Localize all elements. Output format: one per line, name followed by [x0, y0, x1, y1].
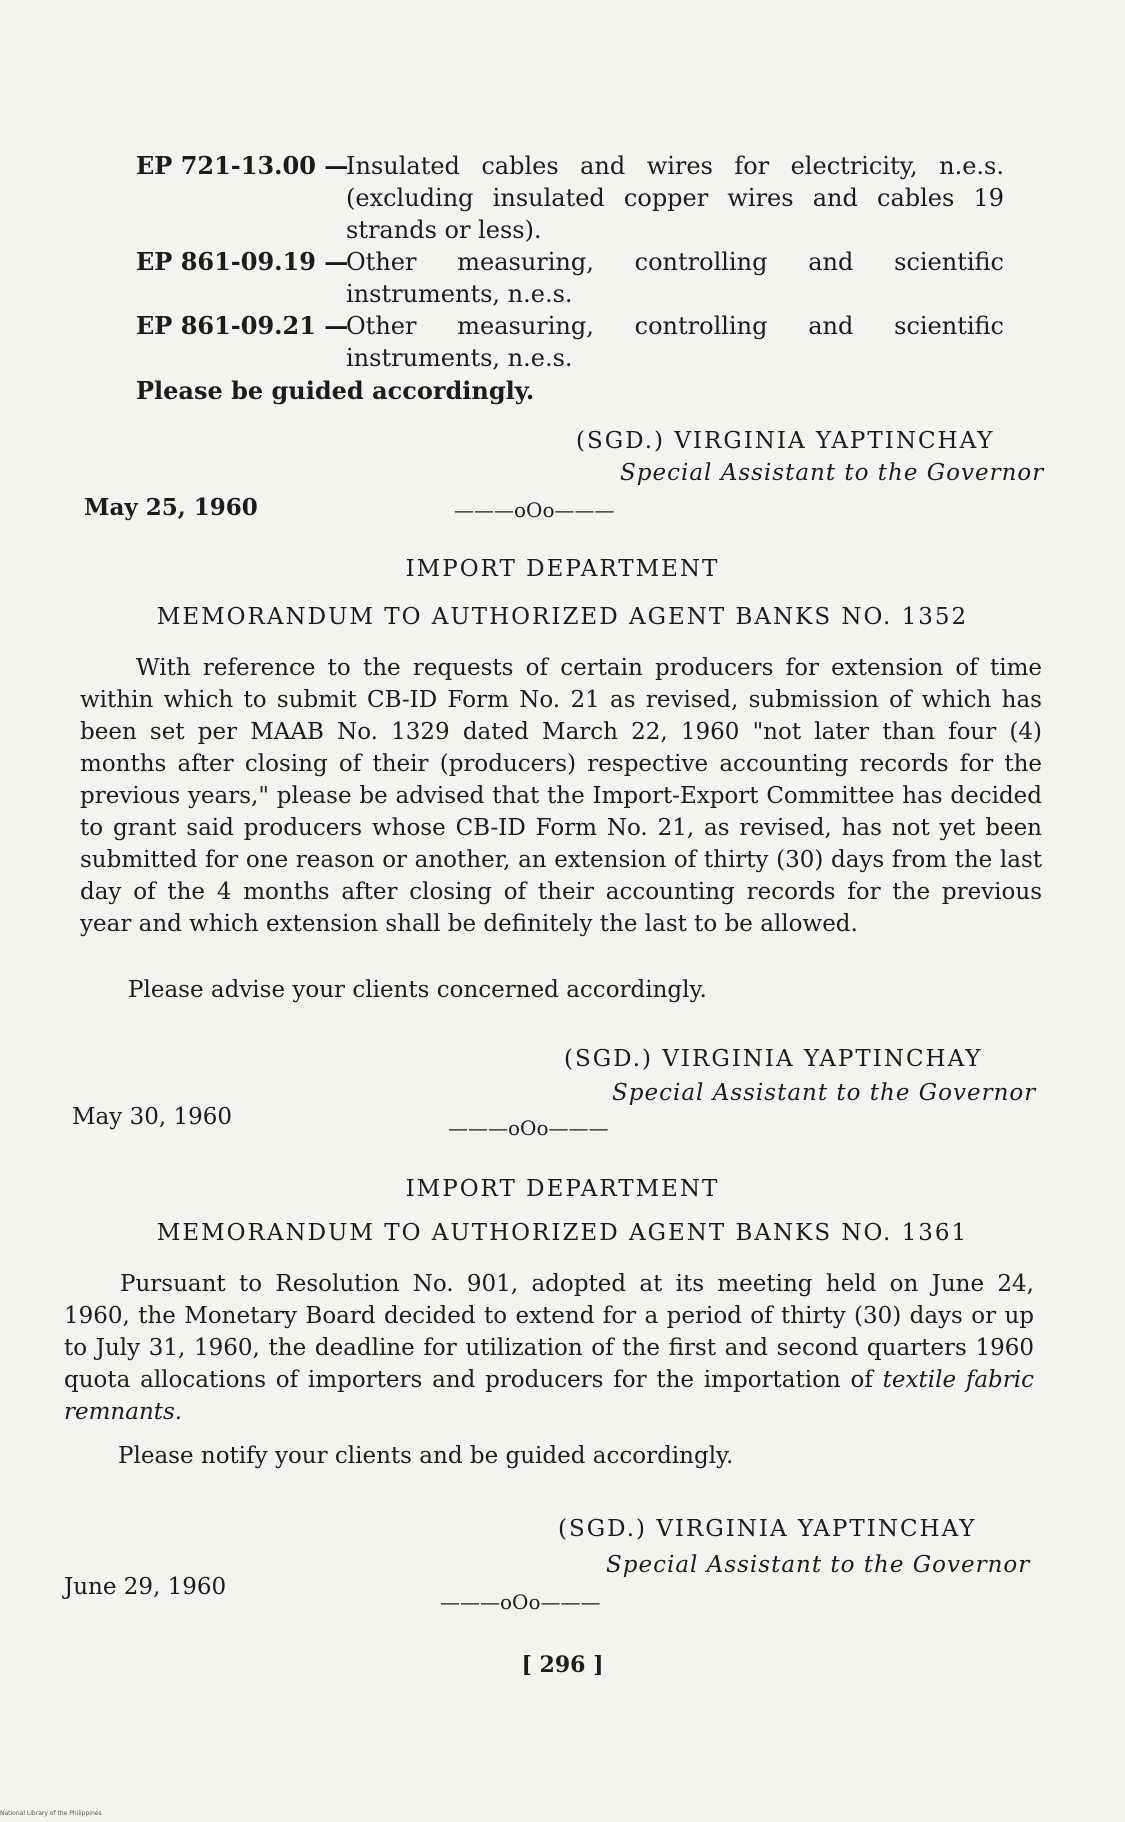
- department-heading: IMPORT DEPARTMENT: [405, 556, 720, 582]
- page-number: [ 296 ]: [521, 1652, 604, 1678]
- memo-closing: Please notify your clients and be guided accordingly.: [118, 1443, 734, 1469]
- memo-body-text: Pursuant to Resolution No. 901, adopted at its meeting held on June 24, 1960, the Monetary Board decided to extend for a period of thirty (30) days or up to July 31, 1960, the deadline for utilization of the first and second quarters 1960 quota allocations of importers and producers for the importation of: [64, 1271, 1034, 1393]
- item-code: EP 721-13.00 —: [136, 151, 349, 180]
- memo-body-italic: textile fabric remnants.: [64, 1367, 1035, 1425]
- signature-title: Special Assistant to the Governor: [606, 1552, 1031, 1578]
- section-separator: ———oOo———: [454, 498, 615, 522]
- item-code: EP 861-09.19 —: [136, 247, 349, 276]
- memo-title: MEMORANDUM TO AUTHORIZED AGENT BANKS NO. 1361: [156, 1220, 969, 1246]
- signature-name: (SGD.) VIRGINIA YAPTINCHAY: [558, 1516, 977, 1542]
- footer-credit: National Library of the Philippines: [0, 1810, 102, 1817]
- item-code: EP 861-09.21 —: [136, 311, 349, 340]
- memo-closing: Please advise your clients concerned accordingly.: [128, 977, 707, 1003]
- closing-line: Please be guided accordingly.: [136, 376, 535, 405]
- document-date: June 29, 1960: [64, 1574, 227, 1600]
- section-separator: ———oOo———: [440, 1590, 601, 1614]
- signature-title: Special Assistant to the Governor: [620, 460, 1045, 486]
- item-description: Other measuring, controlling and scientific instruments, n.e.s.: [346, 312, 1004, 372]
- memo-title: MEMORANDUM TO AUTHORIZED AGENT BANKS NO. 1352: [156, 604, 969, 630]
- department-heading: IMPORT DEPARTMENT: [405, 1176, 720, 1202]
- signature-title: Special Assistant to the Governor: [612, 1080, 1037, 1106]
- item-description: Other measuring, controlling and scientific instruments, n.e.s.: [346, 248, 1004, 308]
- signature-name: (SGD.) VIRGINIA YAPTINCHAY: [576, 428, 995, 454]
- section-separator: ———oOo———: [448, 1116, 609, 1140]
- document-date: May 25, 1960: [84, 494, 258, 521]
- memo-body: With reference to the requests of certain producers for extension of time within which to submit CB-ID Form No. 21 as revised, submission of which has been set per MAAB No. 1329 dated March 22, 1960 "not later than four (4) months after closing of their (producers) respective accounting records for the previous years," please be advised that the Import-Export Committee has decided to grant said producers whose CB-ID Form No. 21, as revised, has not yet been submitted for one reason or another, an extension of thirty (30) days from the last day of the 4 months after closing of their accounting records for the previous year and which extension shall be definitely the last to be allowed.: [80, 655, 1042, 937]
- document-date: May 30, 1960: [72, 1104, 232, 1130]
- memo-body: [64, 1268, 1034, 1428]
- item-description: Insulated cables and wires for electricity, n.e.s. (excluding insulated copper wires and cables 19 strands or less).: [346, 152, 1004, 244]
- signature-name: (SGD.) VIRGINIA YAPTINCHAY: [564, 1046, 983, 1072]
